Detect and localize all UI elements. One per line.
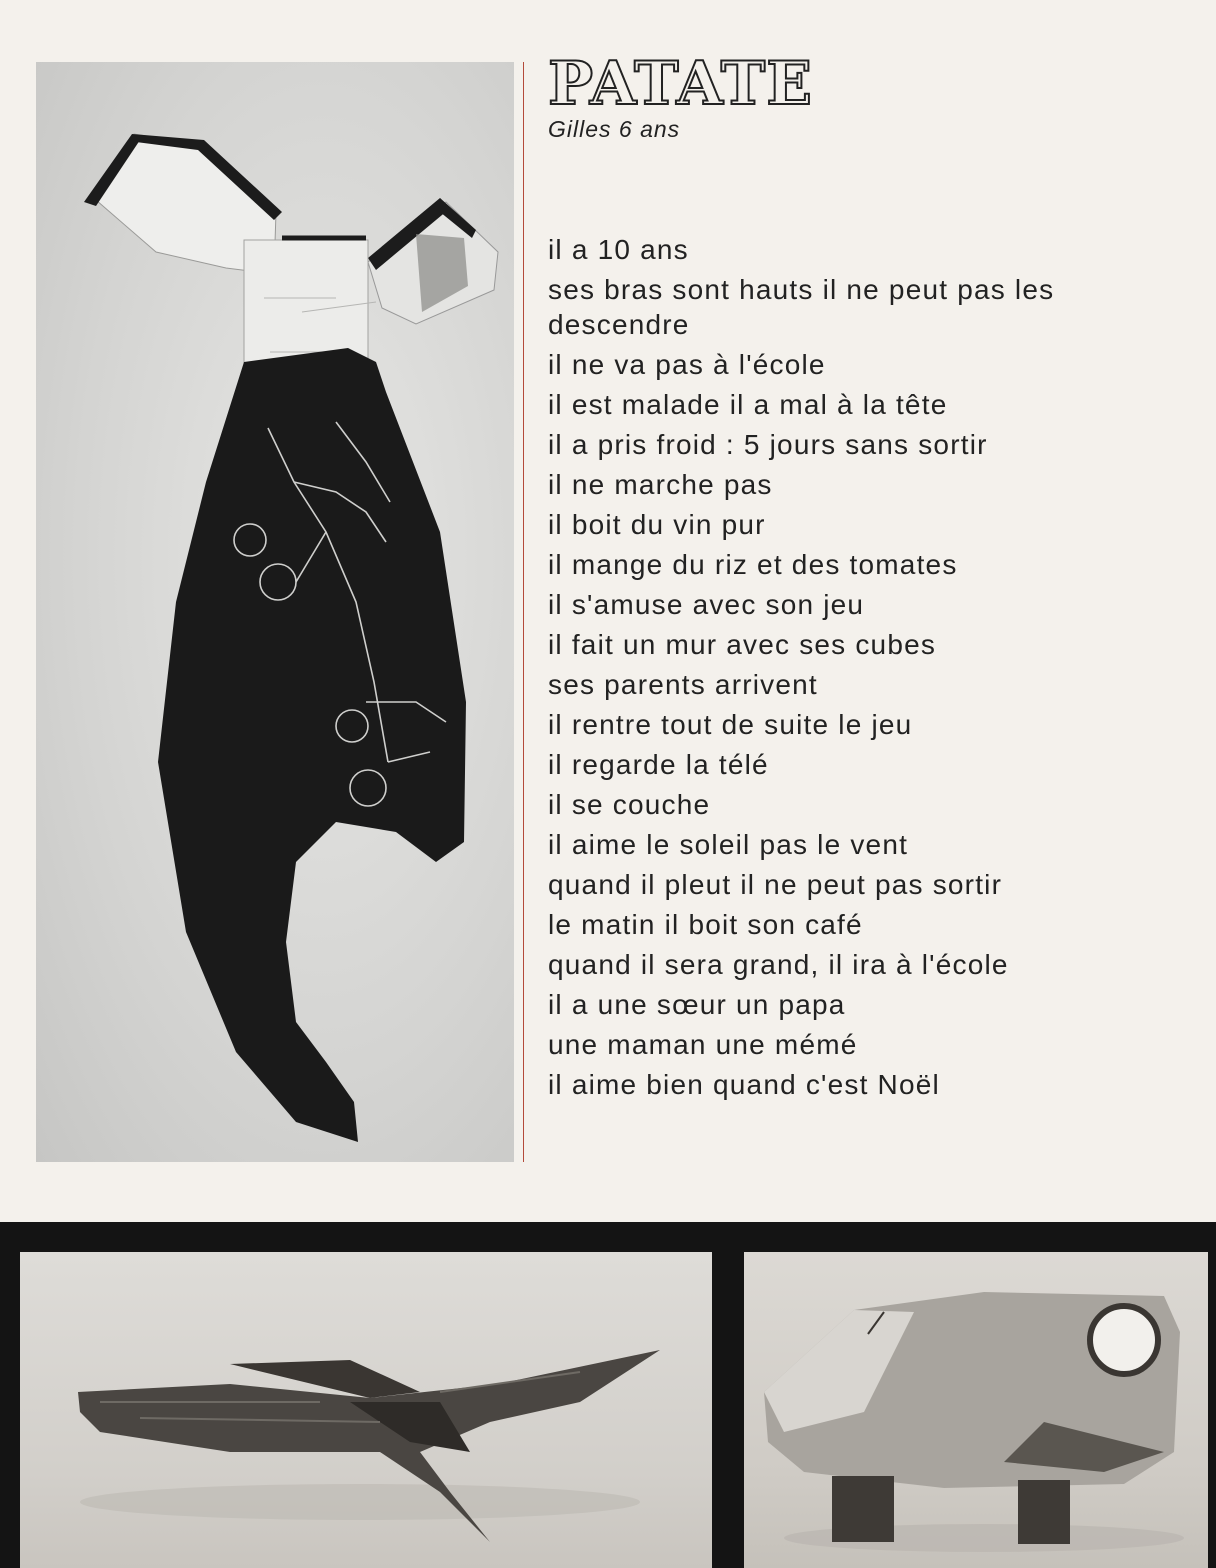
bark-animal-illustration (744, 1252, 1208, 1568)
poem-line: il fait un mur avec ses cubes (548, 629, 937, 660)
poem-line: il a une sœur un papa (548, 989, 846, 1020)
poem-line: il a 10 ans (548, 234, 689, 265)
figure-photo (36, 62, 514, 1162)
poem-line: il boit du vin pur (548, 509, 766, 540)
poem-text (548, 232, 1108, 1107)
bark-animal-photo (744, 1252, 1208, 1568)
poem-line: il se couche (548, 789, 711, 820)
poem-author: Gilles 6 ans (548, 116, 681, 142)
poem-line: il mange du riz et des tomates (548, 549, 958, 580)
poem-line: ses parents arrivent (548, 669, 818, 700)
column-divider (523, 62, 524, 1162)
bark-fish-illustration (20, 1252, 712, 1568)
poem-line: il a pris froid : 5 jours sans sortir (548, 429, 988, 460)
poem-line: ses bras sont hauts il ne peut pas les descendre (548, 274, 1055, 340)
poem-line: il aime le soleil pas le vent (548, 829, 909, 860)
poem-line: il aime bien quand c'est Noël (548, 1069, 940, 1100)
poem-line: il s'amuse avec son jeu (548, 589, 865, 620)
figure-illustration (36, 62, 514, 1162)
poem-line: une maman une mémé (548, 1029, 858, 1060)
poem-line: il rentre tout de suite le jeu (548, 709, 913, 740)
poem-line: le matin il boit son café (548, 909, 863, 940)
poem-line: il ne marche pas (548, 469, 773, 500)
poem-line: quand il sera grand, il ira à l'école (548, 949, 1009, 980)
poem-line: il ne va pas à l'école (548, 349, 826, 380)
poem-line: il regarde la télé (548, 749, 769, 780)
poem-line: il est malade il a mal à la tête (548, 389, 948, 420)
poem-title: PATATE (548, 49, 814, 119)
bark-fish-photo (20, 1252, 712, 1568)
poem-line: quand il pleut il ne peut pas sortir (548, 869, 1003, 900)
